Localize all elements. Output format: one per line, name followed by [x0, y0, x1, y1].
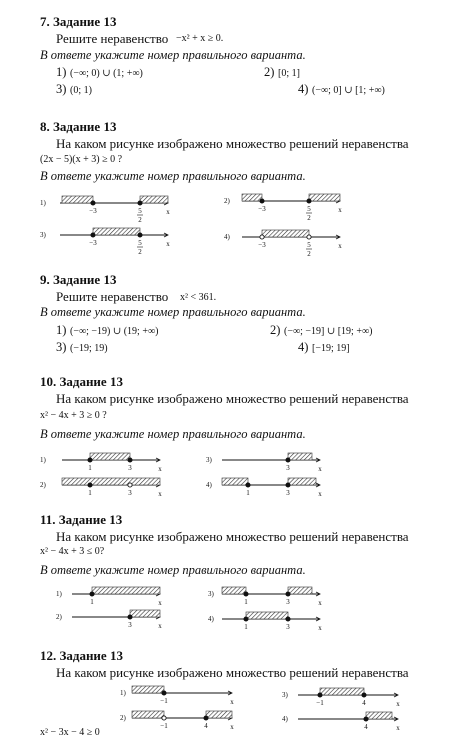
task-10-figure-4-label-1: 1	[246, 489, 250, 497]
task-10-figure-4-hatch-2	[288, 478, 316, 485]
task-8-figure-4-point-1	[260, 235, 264, 239]
task-7-option-4: (−∞; 0] ∪ [1; +∞)	[312, 85, 385, 96]
task-11-figure-3-label-1: 1	[244, 598, 248, 606]
task-8-figure-1-point-2	[138, 201, 142, 205]
task-11-figure-2-point-1	[128, 615, 132, 619]
task-10-instruction: В ответе укажите номер правильного варианта.	[40, 427, 306, 441]
task-7-instruction: В ответе укажите номер правильного варианта.	[40, 48, 306, 62]
task-12-figure-3-label-2: 4	[362, 699, 366, 707]
task-9-option-1-num: 1)	[56, 323, 67, 337]
task-10-figure-1-number: 1)	[40, 456, 46, 464]
task-12-figure-2-number: 2)	[120, 714, 126, 722]
task-10-figure-3-number: 3)	[206, 456, 212, 464]
task-10-figure-1-axis-label: x	[158, 465, 162, 473]
task-12-figure-1-hatch-1	[132, 686, 164, 693]
task-11-figure-3-hatch-1	[222, 587, 246, 594]
task-12-figure-3-axis-label: x	[396, 700, 400, 708]
task-8-figure-1-label-1: −3	[89, 207, 97, 215]
task-8-figure-4-axis-label: x	[338, 242, 342, 250]
task-8-figure-1-axis-label: x	[166, 208, 170, 216]
task-12-figure-3-label-1: −1	[316, 699, 324, 707]
task-11-figure-4-label-2: 3	[286, 623, 290, 631]
task-10-figure-1-hatch-1	[90, 453, 130, 460]
task-10-title: 10. Задание 13	[40, 374, 123, 389]
task-11-figure-3-axis-label: x	[318, 599, 322, 607]
task-11-figure-4-label-1: 1	[244, 623, 248, 631]
task-12-figure-3-number: 3)	[282, 691, 288, 699]
task-8-figure-4-label-1: −3	[258, 241, 266, 249]
task-10-formula: x² − 4x + 3 ≥ 0 ?	[40, 410, 107, 421]
task-7-prompt: Решите неравенство	[56, 31, 169, 46]
task-11-figure-2-number: 2)	[56, 613, 62, 621]
task-12-title: 12. Задание 13	[40, 648, 123, 663]
task-12-figure-2-hatch-1	[132, 711, 164, 718]
task-12-formula: x² − 3x − 4 ≥ 0	[40, 727, 100, 738]
task-10-figure-1-label-1: 1	[88, 464, 92, 472]
task-7-option-1: (−∞; 0) ∪ (1; +∞)	[70, 68, 143, 79]
task-7-option-3: (0; 1)	[70, 85, 92, 96]
task-8-figure-2-hatch-1	[242, 194, 262, 201]
task-7-option-1-num: 1)	[56, 65, 67, 79]
task-10-figure-3-axis-label: x	[318, 465, 322, 473]
task-8-prompt: На каком рисунке изображено множество решений неравенства	[56, 136, 409, 151]
task-11-figure-1-label-1: 1	[90, 598, 94, 606]
task-11-formula: x² − 4x + 3 ≤ 0?	[40, 546, 105, 557]
task-8-figure-2-point-2	[307, 199, 311, 203]
task-11-figure-2-label-1: 3	[128, 621, 132, 629]
task-9-option-2-num: 2)	[270, 323, 281, 337]
task-8-figure-3-label-2-numerator: 5	[138, 239, 142, 247]
task-8-figure-2-axis-label: x	[338, 206, 342, 214]
task-12-figure-1-point-1	[162, 691, 166, 695]
task-12-figure-1-axis-label: x	[230, 698, 234, 706]
task-12-figure-2-label-2: 4	[204, 722, 208, 730]
task-12-figure-4-point-1	[364, 717, 368, 721]
task-8-figure-4-number: 4)	[224, 233, 230, 241]
task-10-figure-4-axis-label: x	[318, 490, 322, 498]
task-11-figure-3-point-2	[286, 592, 290, 596]
task-10-figure-1-point-1	[88, 458, 92, 462]
task-11-figure-1-point-1	[90, 592, 94, 596]
task-12-figure-3-hatch-1	[320, 688, 364, 695]
task-10-figure-2-point-1	[88, 483, 92, 487]
task-9-prompt: Решите неравенство	[56, 289, 169, 304]
task-11-figure-1-axis-label: x	[158, 599, 162, 607]
task-12-figure-4-axis-label: x	[396, 724, 400, 732]
task-11-figure-2-axis-label: x	[158, 622, 162, 630]
task-8-figure-1-point-1	[91, 201, 95, 205]
task-8-figure-3-number: 3)	[40, 231, 46, 239]
task-11-figure-4-axis-label: x	[318, 624, 322, 632]
task-9-option-3: (−19; 19)	[70, 343, 108, 354]
task-11-figure-4-hatch-1	[246, 612, 288, 619]
task-7-title: 7. Задание 13	[40, 14, 117, 29]
task-12-figure-3-point-1	[318, 693, 322, 697]
task-9-formula: x² < 361.	[180, 292, 217, 303]
task-10-figure-3-label-1: 3	[286, 464, 290, 472]
task-8-figure-3-axis-label: x	[166, 240, 170, 248]
task-10-figure-4-hatch-1	[222, 478, 248, 485]
task-9-option-4-num: 4)	[298, 340, 309, 354]
task-10-figure-4-label-2: 3	[286, 489, 290, 497]
task-8-figure-3-label-2-denominator: 2	[138, 248, 142, 256]
task-12-figure-2-axis-label: x	[230, 723, 234, 731]
task-8-figure-1-label-2-numerator: 5	[138, 207, 142, 215]
task-11-figure-4-number: 4)	[208, 615, 214, 623]
task-8-figure-2-point-1	[260, 199, 264, 203]
task-7-option-2-num: 2)	[264, 65, 275, 79]
task-10-figure-2-label-2: 3	[128, 489, 132, 497]
task-11-prompt: На каком рисунке изображено множество решений неравенства	[56, 529, 409, 544]
task-9-option-1: (−∞; −19) ∪ (19; +∞)	[70, 326, 159, 337]
task-9-option-4: [−19; 19]	[312, 343, 350, 354]
task-12-figure-2-point-1	[162, 716, 166, 720]
task-11-figure-1-hatch-1	[92, 587, 160, 594]
task-9-option-2: (−∞; −19] ∪ [19; +∞)	[284, 326, 373, 337]
task-8-figure-3-point-1	[91, 233, 95, 237]
task-11-figure-4-point-2	[286, 617, 290, 621]
task-8-formula: (2x − 5)(x + 3) ≥ 0 ?	[40, 154, 123, 165]
task-11-title: 11. Задание 13	[40, 512, 123, 527]
task-8-figure-3-point-2	[138, 233, 142, 237]
task-9-option-3-num: 3)	[56, 340, 67, 354]
task-8-figure-1-number: 1)	[40, 199, 46, 207]
task-9-title: 9. Задание 13	[40, 272, 117, 287]
task-8-figure-2-label-2-denominator: 2	[307, 214, 311, 222]
task-11-instruction: В ответе укажите номер правильного варианта.	[40, 563, 306, 577]
task-10-figure-4-point-1	[246, 483, 250, 487]
task-12-figure-4-label-1: 4	[364, 723, 368, 731]
task-7-option-2: [0; 1]	[278, 68, 300, 79]
task-10-figure-3-point-1	[286, 458, 290, 462]
task-12-figure-2-label-1: −1	[160, 722, 168, 730]
task-10-figure-4-number: 4)	[206, 481, 212, 489]
task-11-figure-4-point-1	[244, 617, 248, 621]
task-9-instruction: В ответе укажите номер правильного варианта.	[40, 305, 306, 319]
task-10-figure-3-hatch-1	[288, 453, 312, 460]
task-12-figure-1-number: 1)	[120, 689, 126, 697]
task-10-figure-1-label-2: 3	[128, 464, 132, 472]
task-8-figure-1-hatch-1	[62, 196, 93, 203]
task-7-option-3-num: 3)	[56, 82, 67, 96]
task-11-figure-3-point-1	[244, 592, 248, 596]
task-8-figure-1-label-2-denominator: 2	[138, 216, 142, 224]
task-11-figure-2-hatch-1	[130, 610, 160, 617]
task-7-formula: −x² + x ≥ 0.	[176, 33, 224, 44]
task-8-figure-3-label-1: −3	[89, 239, 97, 247]
task-12-figure-3-point-2	[362, 693, 366, 697]
task-10-figure-4-point-2	[286, 483, 290, 487]
task-12-figure-2-point-2	[204, 716, 208, 720]
task-10-figure-2-label-1: 1	[88, 489, 92, 497]
task-12-figure-4-number: 4)	[282, 715, 288, 723]
task-8-figure-2-number: 2)	[224, 197, 230, 205]
task-8-figure-4-hatch-1	[262, 230, 309, 237]
task-10-figure-2-axis-label: x	[158, 490, 162, 498]
task-8-title: 8. Задание 13	[40, 119, 117, 134]
task-10-figure-2-point-2	[128, 483, 132, 487]
task-8-figure-4-point-2	[307, 235, 311, 239]
task-11-figure-3-label-2: 3	[286, 598, 290, 606]
task-8-figure-2-hatch-2	[309, 194, 340, 201]
task-8-figure-2-label-1: −3	[258, 205, 266, 213]
task-10-figure-2-hatch-1	[62, 478, 160, 485]
task-12-figure-2-hatch-2	[206, 711, 232, 718]
task-10-figure-2-number: 2)	[40, 481, 46, 489]
task-7-option-4-num: 4)	[298, 82, 309, 96]
task-11-figure-1-number: 1)	[56, 590, 62, 598]
task-8-figure-4-label-2-denominator: 2	[307, 250, 311, 258]
task-8-figure-4-label-2-numerator: 5	[307, 241, 311, 249]
task-12-prompt: На каком рисунке изображено множество решений неравенства	[56, 665, 409, 680]
task-11-figure-3-hatch-2	[288, 587, 312, 594]
task-12-figure-1-label-1: −1	[160, 697, 168, 705]
task-8-figure-3-hatch-1	[93, 228, 140, 235]
task-8-instruction: В ответе укажите номер правильного варианта.	[40, 169, 306, 183]
task-10-figure-1-point-2	[128, 458, 132, 462]
task-8-figure-1-hatch-2	[140, 196, 168, 203]
task-11-figure-3-number: 3)	[208, 590, 214, 598]
task-8-figure-2-label-2-numerator: 5	[307, 205, 311, 213]
task-12-figure-4-hatch-1	[366, 712, 392, 719]
task-10-prompt: На каком рисунке изображено множество решений неравенства	[56, 391, 409, 406]
